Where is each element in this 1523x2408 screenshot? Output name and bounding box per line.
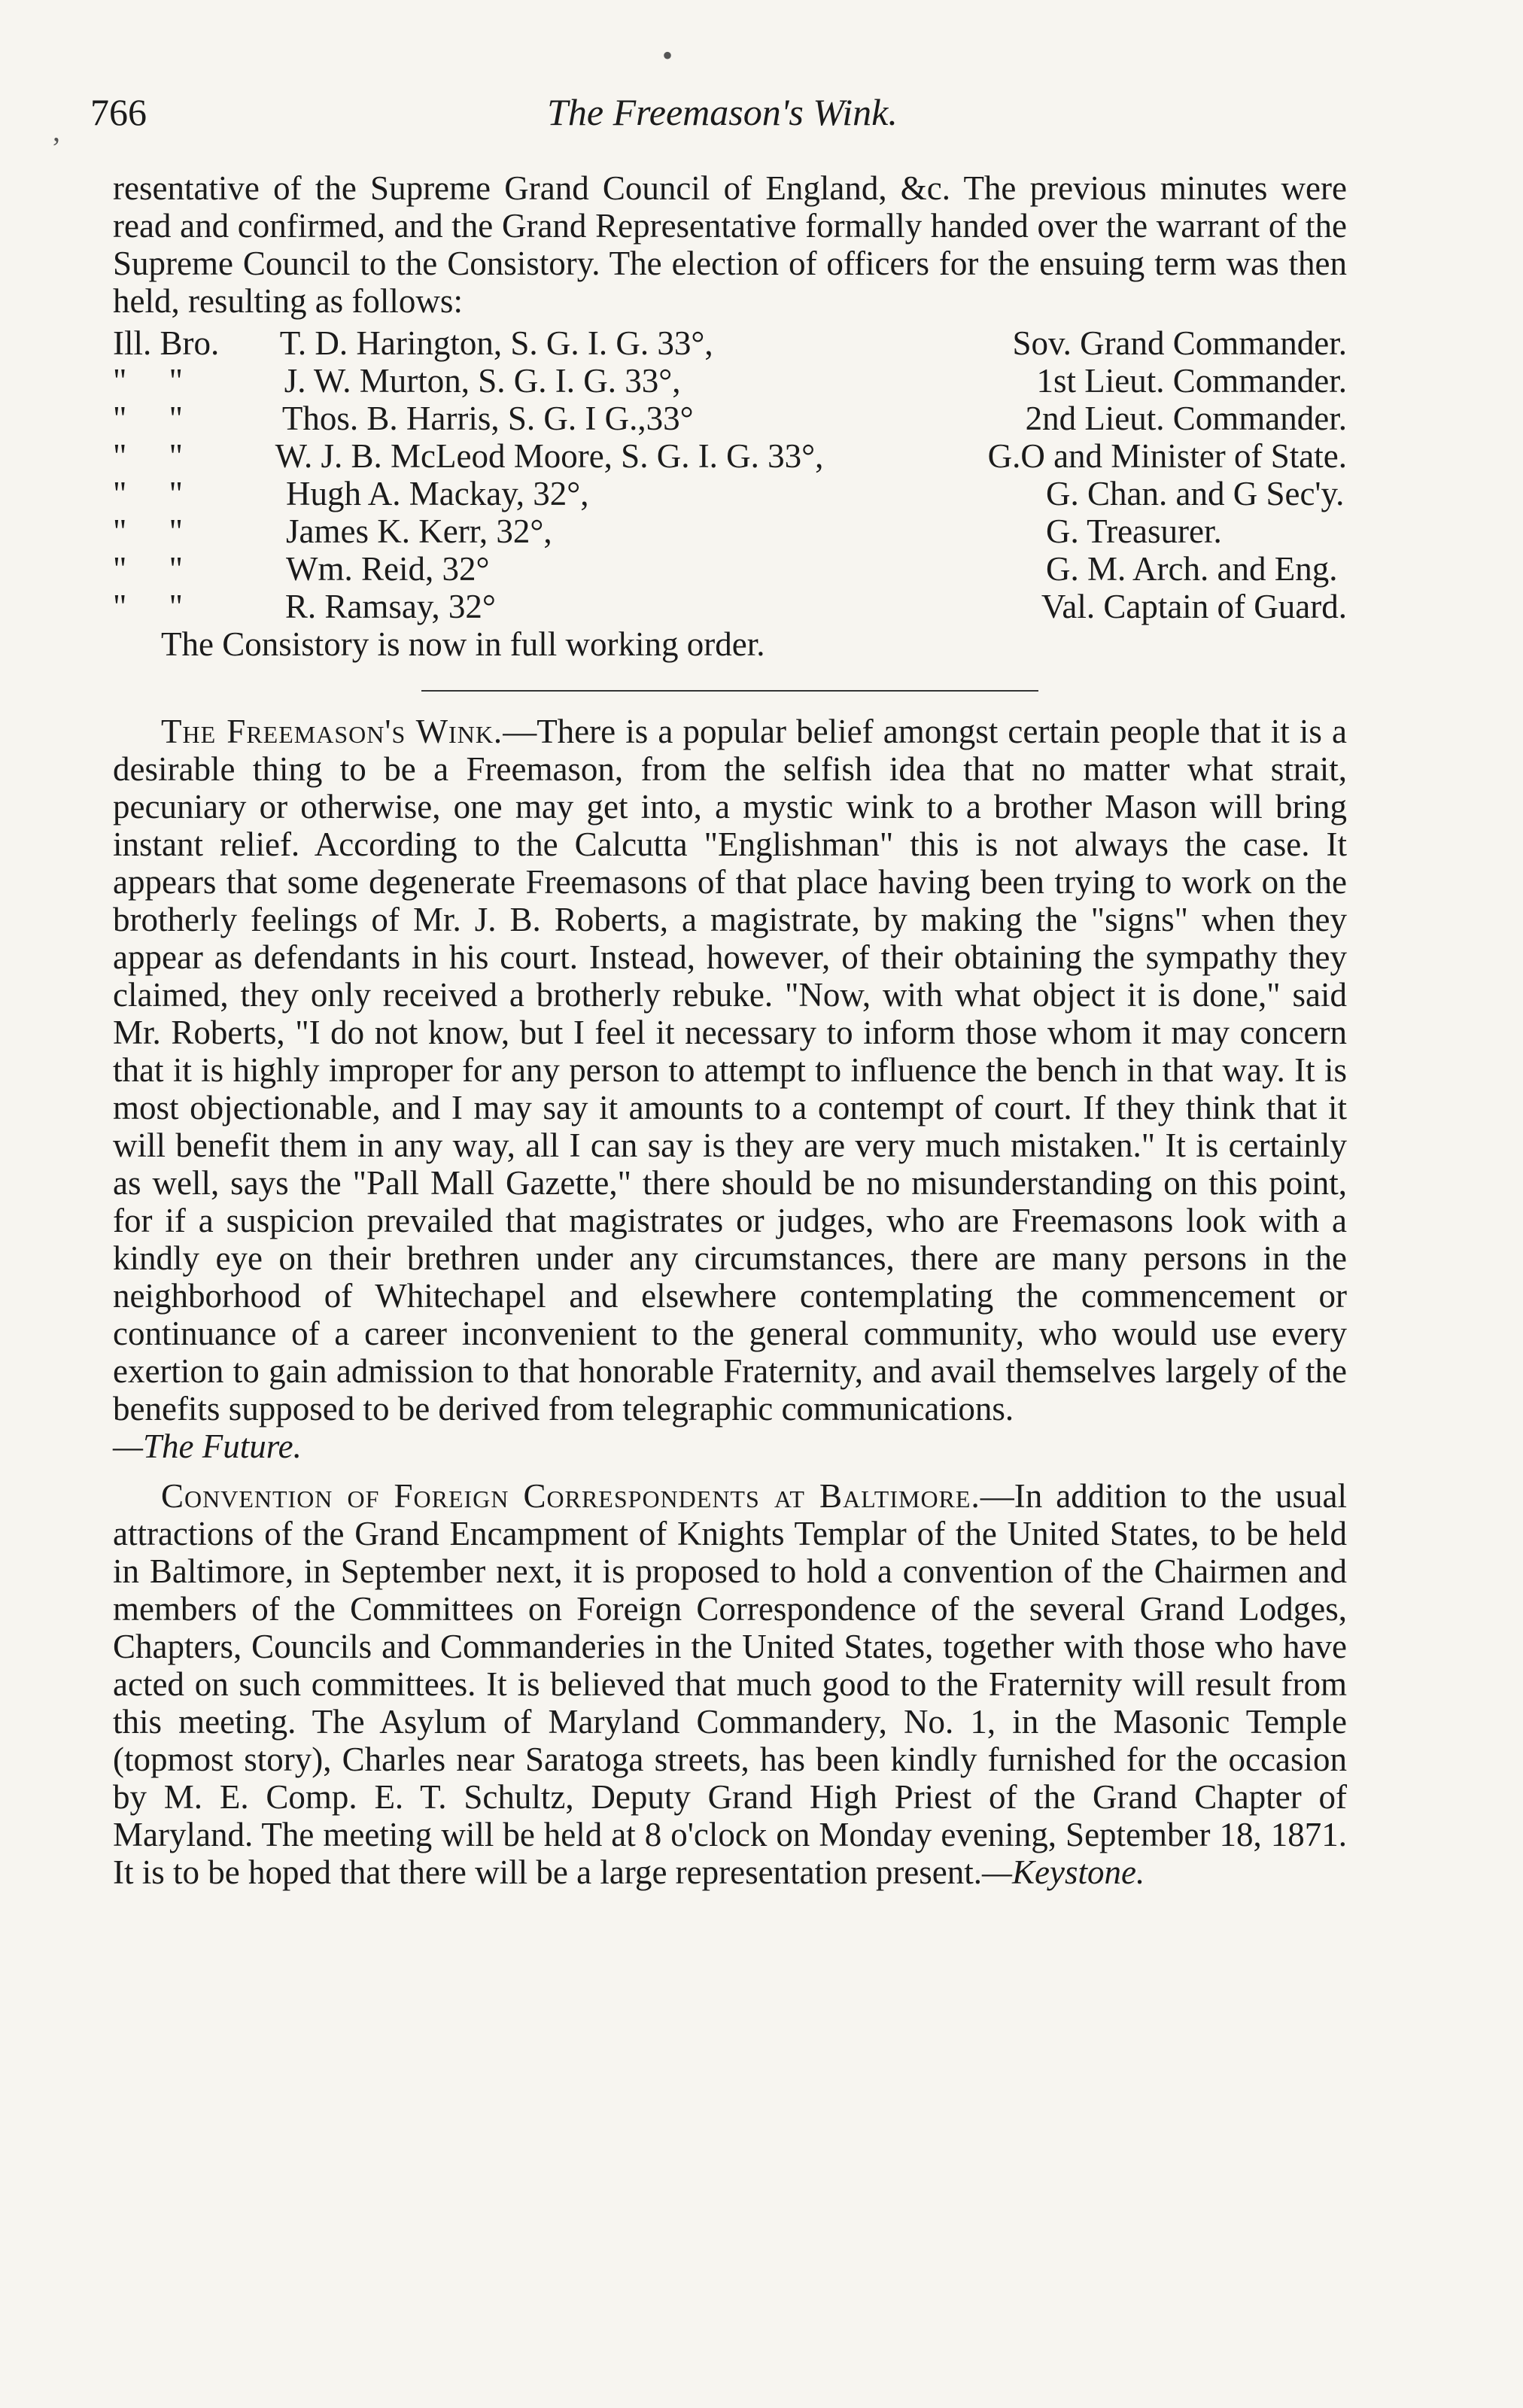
page-number: 766 (90, 91, 147, 133)
officer-prefix: Ill. Bro. (113, 324, 220, 362)
officer-office: G.O and Minister of State. (987, 437, 1347, 475)
article-text: —There is a popular belief amongst certain people that it is a desirable thing to be a Freemason, from the selfish idea that no matter what strait, pecuniary or otherwise, one may get into, a mystic wink to a brother Mason will bring instant relief. According to the Calcutta "Englishman" this is not always the case. It appears that some degenerate Freemasons of that place having been trying to work on the brotherly feelings of Mr. J. B. Roberts, a magistrate, by making the "signs" when they appear as defendants in his court. Instead, however, of their obtaining the sympathy they claimed, they only received a brotherly rebuke. "Now, with what object it is done," said Mr. Roberts, "I do not know, but I feel it necessary to inform those whom it may concern that it is highly improper for any person to attempt to influence the bench in that way. It is most objectionable, and I may say it amounts to a contempt of court. If they think that it will benefit them in any way, all I can say is they are very much mistaken." It is certainly as well, says the "Pall Mall Gazette," there should be no misunderstanding on this point, for if a suspicion prevailed that magistrates or judges, who are Freemasons look with a kindly eye on their brethren under any circumstances, there are many persons in the neighborhood of Whitechapel and elsewhere contemplating the commencement or continuance of a career inconvenient to the general community, who would use every exertion to gain admission to that honorable Fraternity, and avail themselves largely of the benefits supposed to be derived from telegraphic communications. (113, 713, 1347, 1427)
officer-name: Thos. B. Harris, S. G. I G.,33° (281, 400, 694, 437)
officer-name: James K. Kerr, 32°, (286, 512, 552, 550)
officer-office: G. M. Arch. and Eng. (1046, 550, 1338, 588)
officer-prefix: " " (113, 588, 183, 625)
officer-row (113, 588, 1347, 625)
officer-office: Val. Captain of Guard. (1041, 588, 1347, 625)
officer-row (113, 512, 1347, 550)
officer-row (113, 550, 1347, 588)
officer-row (113, 324, 1347, 362)
intro-paragraph: resentative of the Supreme Grand Council of England, &c. The previous minutes were read and confirmed, and the Grand Representative formally handed over the warrant of the Supreme Council to the Consistory. The election of officers for the ensuing term was then held, resulting as follows: (113, 169, 1347, 320)
running-title: The Freemason's Wink. (547, 91, 898, 133)
margin-speck: , (53, 114, 60, 147)
officer-row (113, 475, 1347, 512)
article-source: —The Future. (113, 1427, 302, 1465)
officer-prefix: " " (113, 400, 183, 437)
officer-name: Wm. Reid, 32° (286, 550, 490, 588)
officer-prefix: " " (113, 550, 183, 588)
body-text (113, 169, 1347, 1891)
officer-row (113, 437, 1347, 475)
officer-prefix: " " (113, 437, 183, 475)
officer-office: 2nd Lieut. Commander. (1025, 400, 1347, 437)
officer-row (113, 362, 1347, 400)
article-source: —Keystone. (982, 1853, 1145, 1891)
officer-prefix: " " (113, 362, 183, 400)
officer-office: G. Chan. and G Sec'y. (1046, 475, 1345, 512)
officer-office: G. Treasurer. (1046, 512, 1222, 550)
officer-office: 1st Lieut. Commander. (1036, 362, 1347, 400)
article-convention (113, 1477, 1347, 1891)
officers-list (113, 324, 1347, 625)
article-heading: Convention of Foreign Correspondents at Baltimore. (161, 1477, 980, 1515)
officer-name: R. Ramsay, 32° (284, 588, 496, 625)
officer-row (113, 400, 1347, 437)
officer-name: T. D. Harington, S. G. I. G. 33°, (279, 324, 713, 362)
officer-prefix: " " (113, 512, 183, 550)
margin-speck: • (662, 38, 673, 72)
officer-office: Sov. Grand Commander. (1012, 324, 1347, 362)
article-freemasons-wink (113, 713, 1347, 1427)
article-heading: The Freemason's Wink. (161, 713, 503, 750)
section-divider (421, 690, 1038, 692)
officer-prefix: " " (113, 475, 183, 512)
officer-name: J. W. Murton, S. G. I. G. 33°, (284, 362, 681, 400)
officer-name: Hugh A. Mackay, 32°, (286, 475, 589, 512)
page-header (90, 90, 1354, 150)
article-text: —In addition to the usual attractions of the Grand Encampment of Knights Templar of the United States, to be held in Baltimore, in September next, it is proposed to hold a convention of the Chairmen and members of the Committees on Foreign Correspondence of the several Grand Lodges, Chapters, Councils and Commanderies in the United States, together with those who have acted on such committees. It is believed that much good to the Fraternity will result from this meeting. The Asylum of Maryland Commandery, No. 1, in the Masonic Temple (topmost story), Charles near Saratoga streets, has been kindly furnished for the occasion by M. E. Comp. E. T. Schultz, Deputy Grand High Priest of the Grand Chapter of Maryland. The meeting will be held at 8 o'clock on Monday evening, September 18, 1871. It is to be hoped that there will be a large representation present. (113, 1477, 1347, 1891)
officer-name: W. J. B. McLeod Moore, S. G. I. G. 33°, (275, 437, 824, 475)
consistory-line: The Consistory is now in full working order. (161, 625, 765, 663)
